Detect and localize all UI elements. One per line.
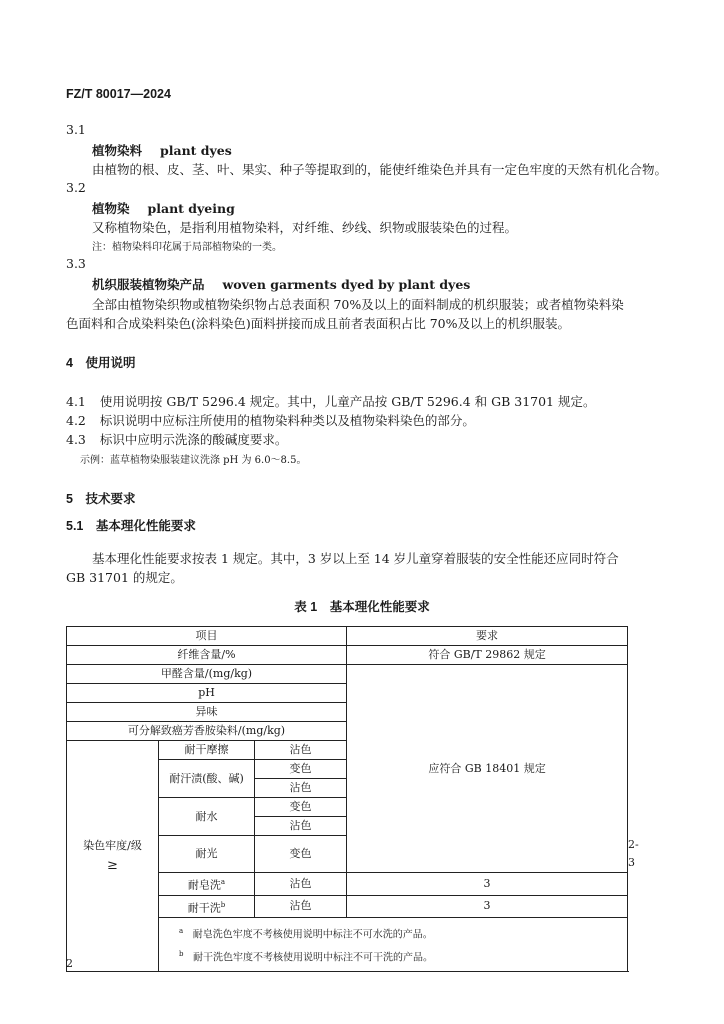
table-row (67, 665, 628, 684)
definition-text: 全部由植物染织物或植物染织物占总表面积 70%及以上的面料制成的机织服装；或者植物染料染 (92, 297, 624, 312)
term-heading (92, 141, 232, 159)
table-row (67, 646, 628, 665)
item-fiber-content: 纤维含量/% (67, 646, 347, 665)
item-sweat: 耐汗渍(酸、碱) (159, 760, 255, 798)
req-dry-clean: 3 (347, 895, 628, 918)
term-cn: 植物染 (92, 201, 130, 216)
clause-text: 标识中应明示洗涤的酸碱度要求。 (99, 432, 288, 447)
footnote-mark: a (220, 878, 226, 886)
example-text: 示例：蓝草植物染服装建议洗涤 pH 为 6.0～8.5。 (80, 455, 307, 466)
item-formaldehyde: 甲醛含量/(mg/kg) (67, 665, 347, 684)
clause-number: 4.1 (66, 394, 86, 409)
clause-item (66, 430, 287, 448)
document-id: FZ/T 80017—2024 (66, 87, 171, 101)
req-fiber-content: 符合 GB/T 29862 规定 (347, 646, 628, 665)
dryclean-label: 耐干洗 (187, 901, 221, 915)
stain-label: 沾色 (255, 873, 347, 896)
clause-number: 3.1 (66, 122, 86, 137)
change-label: 变色 (255, 798, 347, 817)
footnote-mark: b (220, 900, 226, 909)
table-caption: 表 1 基本理化性能要求 (294, 600, 430, 614)
definition-text: 色面料和合成染料染色(涂料染色)面料拼接而成且前者表面积占比 70%及以上的机织服装。 (66, 316, 571, 331)
footnote-mark: a (179, 927, 184, 936)
change-label: 变色 (255, 760, 347, 779)
soap-label: 耐皂洗 (187, 878, 221, 892)
paragraph-text: 基本理化性能要求按表 1 规定。其中，3 岁以上至 14 岁儿童穿着服装的安全性能还应同时符合 (92, 551, 619, 566)
item-light: 耐光 (159, 836, 255, 873)
note-b (179, 945, 627, 967)
change-label: 变色 (255, 836, 347, 873)
term-en: plant dyes (160, 143, 232, 158)
stain-label: 沾色 (255, 895, 347, 918)
req-gb18401: 应符合 GB 18401 规定 (347, 665, 628, 873)
item-ph: pH (67, 684, 347, 703)
clause-item (66, 392, 596, 410)
note-a-text: 耐皂洗色牢度不考核使用说明中标注不可水洗的产品。 (192, 929, 433, 941)
term-heading (92, 275, 470, 293)
clause-number: 3.2 (66, 180, 86, 195)
clause-item (66, 411, 475, 429)
item-soap-wash (159, 873, 255, 896)
requirements-table (66, 626, 639, 972)
paragraph-text: GB 31701 的规定。 (66, 570, 183, 585)
page-number: 2 (66, 957, 73, 970)
section-title: 5 技术要求 (66, 492, 136, 506)
term-en: woven garments dyed by plant dyes (222, 277, 471, 292)
item-azo-dyes: 可分解致癌芳香胺染料/(mg/kg) (67, 722, 347, 741)
clause-number: 4.2 (66, 413, 86, 428)
table-notes (159, 918, 628, 972)
note-b-text: 耐干洗色牢度不考核使用说明中标注不可干洗的产品。 (193, 951, 434, 963)
item-dry-rub: 耐干摩擦 (159, 741, 255, 760)
item-odor: 异味 (67, 703, 347, 722)
stain-label: 沾色 (255, 779, 347, 798)
term-heading (92, 199, 235, 217)
stain-label: 沾色 (255, 817, 347, 836)
footnote-mark: b (179, 949, 184, 958)
definition-text: 又称植物染色，是指利用植物染料，对纤维、纱线、织物或服装染色的过程。 (92, 220, 518, 235)
definition-text: 由植物的根、皮、茎、叶、果实、种子等提取到的，能使纤维染色并具有一定色牢度的天然有机化合物。 (92, 162, 668, 177)
fastness-label: 染色牢度/级 (83, 838, 142, 852)
table-row: 耐光 变色 2-3 (67, 836, 628, 873)
note-text: 注：植物染料印花属于局部植物染的一类。 (92, 242, 282, 253)
req-soap-wash: 3 (347, 873, 628, 896)
clause-number: 3.3 (66, 256, 86, 271)
subsection-title: 5.1 基本理化性能要求 (66, 519, 196, 533)
clause-text: 使用说明按 GB/T 5296.4 规定。其中，儿童产品按 GB/T 5296.4 和 GB 31701 规定。 (99, 394, 596, 409)
term-en: plant dyeing (147, 201, 235, 216)
item-color-fastness (67, 741, 159, 972)
table-header-row (67, 627, 628, 646)
fastness-ge: ≥ (107, 857, 118, 873)
note-a (179, 922, 627, 944)
term-cn: 机织服装植物染产品 (92, 277, 205, 292)
clause-text: 标识说明中应标注所使用的植物染料种类以及植物染料染色的部分。 (99, 413, 475, 428)
clause-number: 4.3 (66, 432, 86, 447)
item-dry-clean (159, 895, 255, 918)
section-title: 4 使用说明 (66, 356, 136, 370)
stain-label: 沾色 (255, 741, 347, 760)
header-item: 项目 (67, 627, 347, 646)
item-water: 耐水 (159, 798, 255, 836)
header-requirement: 要求 (347, 627, 628, 646)
term-cn: 植物染料 (92, 143, 143, 158)
